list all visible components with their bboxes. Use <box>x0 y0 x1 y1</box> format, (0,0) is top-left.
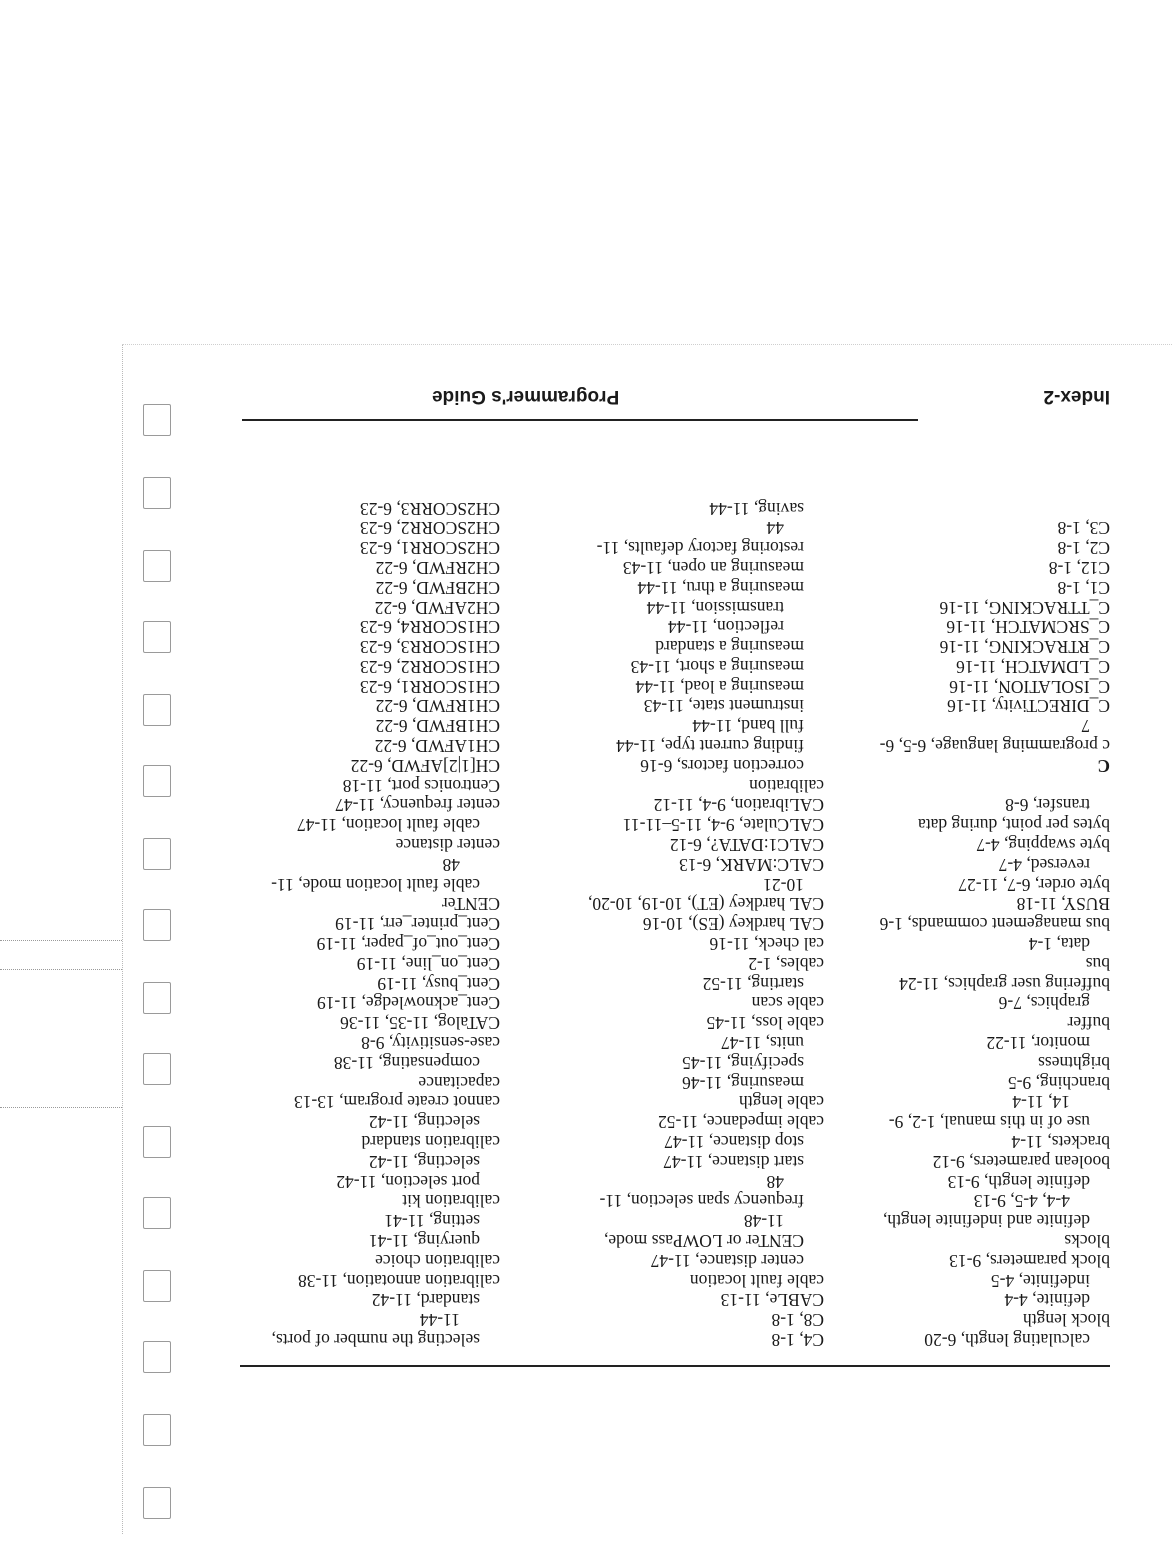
index-entry: C12, 1-8 <box>1048 557 1110 578</box>
index-entry: port selection, 11-42 <box>336 1171 480 1192</box>
index-entry: transmission, 11-44 <box>646 597 784 618</box>
index-entry: Cent_acknowledge, 11-19 <box>316 993 500 1014</box>
binder-hole <box>143 694 171 726</box>
index-entry: reflection, 11-44 <box>668 617 784 638</box>
index-entry: bytes per point, during data <box>918 815 1110 836</box>
book-title: Programmer's Guide <box>432 386 620 407</box>
index-entry: measuring a thru, 11-44 <box>637 577 804 598</box>
index-entry: saving, 11-44 <box>709 498 804 519</box>
index-entry: CH2SCORR3, 6-23 <box>359 498 500 519</box>
index-entry: data, 1-4 <box>1028 934 1090 955</box>
index-entry: monitor, 11-22 <box>986 1033 1090 1054</box>
binder-hole <box>143 982 171 1014</box>
index-entry: querying, 11-41 <box>368 1231 480 1252</box>
index-entry: correction factors, 6-16 <box>640 755 804 776</box>
index-entry: graphics, 7-6 <box>998 993 1090 1014</box>
index-entry: CALC:MARK, 6-13 <box>679 854 824 875</box>
index-entry: C1, 1-8 <box>1057 577 1110 598</box>
index-entry: cables, 1-2 <box>748 953 824 974</box>
index-entry: bus management commands, 1-6 <box>879 914 1110 935</box>
index-entry: cable length <box>738 1092 824 1113</box>
index-entry: calibration annotation, 11-38 <box>297 1270 500 1291</box>
index-entry: starting, 11-52 <box>702 973 804 994</box>
index-entry: restoring factory defaults, 11- <box>596 538 804 559</box>
index-entry: use of in this manual, 1-2, 9- <box>888 1112 1090 1133</box>
header-rule <box>240 1365 1110 1367</box>
binder-hole <box>143 1341 171 1373</box>
index-column-3 <box>240 498 500 1349</box>
index-entry: measuring a short, 11-43 <box>630 656 804 677</box>
index-entry: brightness <box>1038 1052 1110 1073</box>
binder-tick-line <box>0 940 122 942</box>
index-entry: measuring, 11-46 <box>682 1072 804 1093</box>
index-entry: CAL hardkey (ET), 10-19, 10-20, <box>587 894 824 915</box>
index-entry: full band, 11-44 <box>692 716 804 737</box>
index-entry: CALCulate, 9-4, 11-5–11-11 <box>622 815 824 836</box>
index-entry: C3, 1-8 <box>1057 518 1110 539</box>
index-entry: units, 11-47 <box>721 1033 804 1054</box>
index-entry: indefinite, 4-5 <box>990 1270 1090 1291</box>
index-section-letter: C <box>1097 755 1110 776</box>
index-entry: CAL hardkey (ES), 10-16 <box>642 914 824 935</box>
index-entry: CH2SCORR1, 6-23 <box>359 538 500 559</box>
binder-hole <box>143 1487 171 1519</box>
index-entry: C_RTRACKING, 11-16 <box>939 637 1110 658</box>
index-entry: selecting, 11-42 <box>368 1112 480 1133</box>
index-entry: C8, 1-8 <box>771 1310 824 1331</box>
index-entry: CH2AFWD, 6-22 <box>374 597 500 618</box>
index-entry: specifying, 11-45 <box>682 1052 804 1073</box>
index-entry: bus <box>1085 953 1110 974</box>
binder-hole <box>143 621 171 653</box>
index-entry: cal check, 11-16 <box>709 934 824 955</box>
index-entry: C_SRCMATCH, 11-16 <box>946 617 1110 638</box>
index-entry: CATalog, 11-35, 11-36 <box>340 1013 500 1034</box>
index-entry: calibration standard <box>361 1132 500 1153</box>
binder-tick-line <box>0 969 122 971</box>
index-entry: cable impedance, 11-52 <box>657 1112 824 1133</box>
index-entry: Cent_busy, 11-19 <box>377 973 500 994</box>
index-entry: 11-44 <box>419 1310 460 1331</box>
index-entry: cable scan <box>751 993 824 1014</box>
index-entry: branching, 9-5 <box>1007 1072 1110 1093</box>
index-entry: 48 <box>442 854 460 875</box>
index-entry: cannot create program, 13-13 <box>293 1092 500 1113</box>
index-entry: stop distance, 11-47 <box>664 1132 804 1153</box>
index-entry: C_ISOLATION, 11-16 <box>949 676 1110 697</box>
index-column-2 <box>524 498 824 1349</box>
index-entry: cable fault location, 11-47 <box>296 815 480 836</box>
index-entry: C_DIRECTivity, 11-16 <box>947 696 1110 717</box>
index-entry: byte order, 6-7, 11-27 <box>958 874 1110 895</box>
index-entry: finding current type, 11-44 <box>616 736 804 757</box>
index-entry: CENTer or LOWPass mode, <box>604 1231 804 1252</box>
index-entry: CH1AFWD, 6-22 <box>374 736 500 757</box>
index-entry: center distance, 11-47 <box>650 1250 804 1271</box>
index-entry: CALibration, 9-4, 11-12 <box>653 795 824 816</box>
binder-hole <box>143 1414 171 1446</box>
binder-hole <box>143 404 171 436</box>
binder-hole <box>143 1197 171 1229</box>
index-entry: CH1SCORR2, 6-23 <box>359 656 500 677</box>
index-entry: C4, 1-8 <box>771 1330 824 1350</box>
index-entry: frequency span selection, 11- <box>599 1191 804 1212</box>
index-entry: CH1SCORR1, 6-23 <box>359 676 500 697</box>
index-entry: reversed, 4-7 <box>998 854 1090 875</box>
index-entry: calibration <box>749 775 824 796</box>
index-entry: C_LDMATCH, 11-16 <box>956 656 1110 677</box>
index-entry: CH1RFWD, 6-22 <box>375 696 500 717</box>
index-entry: 7 <box>1081 716 1090 737</box>
index-entry: selecting the number of ports, <box>271 1330 480 1350</box>
index-entry: case-sensitivity, 9-8 <box>361 1033 500 1054</box>
index-entry: start distance, 11-47 <box>663 1151 804 1172</box>
binder-hole <box>143 477 171 509</box>
index-entry: CH1SCORR3, 6-23 <box>359 637 500 658</box>
index-entry: buffer <box>1067 1013 1110 1034</box>
index-entry: setting, 11-41 <box>384 1211 480 1232</box>
index-entry: cable loss, 11-45 <box>706 1013 824 1034</box>
index-entry: block length <box>1023 1310 1110 1331</box>
index-entry: C_TTRACKING, 11-16 <box>939 597 1110 618</box>
index-entry: 44 <box>766 518 784 539</box>
scan-edge-line <box>122 344 1172 346</box>
index-entry: center distance <box>395 835 500 856</box>
index-entry: calibration choice <box>375 1250 500 1271</box>
index-entry: measuring a load, 11-44 <box>635 676 804 697</box>
index-entry: 4-4, 4-5, 9-13 <box>973 1191 1070 1212</box>
index-entry: cable fault location mode, 11- <box>271 874 480 895</box>
index-entry: CALC1:DATA?, 6-12 <box>669 835 824 856</box>
index-entry: CENTer <box>441 894 500 915</box>
index-entry: selecting, 11-42 <box>368 1151 480 1172</box>
binder-hole <box>143 838 171 870</box>
index-entry: 48 <box>766 1171 784 1192</box>
index-entry: buffering user graphics, 11-24 <box>899 973 1110 994</box>
index-entry: definite length, 9-13 <box>947 1171 1090 1192</box>
index-entry: calculating length, 6-20 <box>924 1330 1090 1350</box>
binder-tick-line <box>0 1107 122 1109</box>
index-entry: CH2SCORR2, 6-23 <box>359 518 500 539</box>
index-entry: Cent_on_line, 11-19 <box>356 953 500 974</box>
index-entry: block parameters, 9-13 <box>949 1250 1110 1271</box>
index-entry: CH[1|2]AFWD, 6-22 <box>350 755 500 776</box>
index-entry: measuring a standard <box>655 637 804 658</box>
index-entry: capacitance <box>418 1072 500 1093</box>
index-entry: standard, 11-42 <box>371 1290 480 1311</box>
index-entry: cable fault location <box>689 1270 824 1291</box>
index-entry: 10-21 <box>763 874 804 895</box>
index-entry: 11-48 <box>743 1211 784 1232</box>
index-entry: Cent_printer_err, 11-19 <box>335 914 500 935</box>
binder-hole <box>143 550 171 582</box>
index-entry: brackets, 11-4 <box>1011 1132 1110 1153</box>
binder-hole <box>143 765 171 797</box>
binder-hole <box>143 1053 171 1085</box>
index-entry: blocks <box>1064 1231 1110 1252</box>
binder-hole <box>143 1270 171 1302</box>
index-entry: compensating, 11-38 <box>333 1052 480 1073</box>
index-entry: calibration kit <box>402 1191 500 1212</box>
index-entry: c programming language, 6-5, 6- <box>879 736 1110 757</box>
index-entry: CABLe, 11-13 <box>720 1290 824 1311</box>
binder-margin-line <box>122 344 124 1534</box>
index-entry: measuring an open, 11-43 <box>622 557 804 578</box>
index-entry: CH1BFWD, 6-22 <box>375 716 500 737</box>
index-entry: Cent_out_of_paper, 11-19 <box>316 934 500 955</box>
index-entry: BUSY, 11-18 <box>1016 894 1110 915</box>
index-entry: transfer, 6-8 <box>1005 795 1090 816</box>
page-number: Index-2 <box>1043 386 1110 407</box>
index-entry: CH2BFWD, 6-22 <box>375 577 500 598</box>
binder-hole <box>143 1126 171 1158</box>
index-page <box>240 372 1110 1367</box>
footer-rule <box>242 419 918 421</box>
index-entry: CH2RFWD, 6-22 <box>375 557 500 578</box>
index-entry: instrument state, 11-43 <box>643 696 804 717</box>
index-entry: CH1SCORR4, 6-23 <box>359 617 500 638</box>
binder-hole <box>143 909 171 941</box>
index-entry: Centronics port, 11-18 <box>342 775 500 796</box>
index-entry: definite and indefinite length, <box>882 1211 1090 1232</box>
index-entry: boolean parameters, 9-12 <box>932 1151 1110 1172</box>
index-entry: center frequency, 11-47 <box>335 795 500 816</box>
index-entry: C2, 1-8 <box>1057 538 1110 559</box>
index-entry: 14, 11-4 <box>1012 1092 1070 1113</box>
index-entry: definite, 4-4 <box>1004 1290 1090 1311</box>
index-entry: byte swapping, 4-7 <box>976 835 1110 856</box>
index-column-1 <box>830 518 1110 1349</box>
index-entry <box>830 775 1110 795</box>
